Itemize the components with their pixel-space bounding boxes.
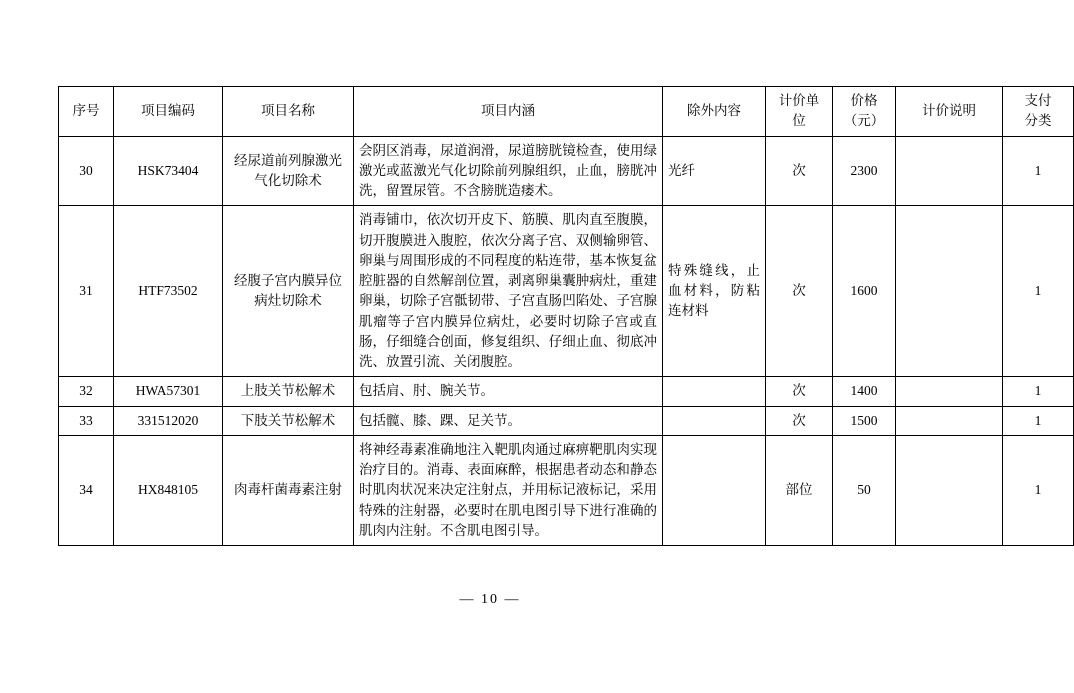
column-header-connotation: 项目内涵 bbox=[354, 87, 663, 137]
table-row bbox=[59, 377, 1074, 406]
cell-price: 50 bbox=[833, 435, 896, 545]
cell-payment-category: 1 bbox=[1003, 136, 1074, 206]
cell-note bbox=[896, 406, 1003, 435]
cell-note bbox=[896, 136, 1003, 206]
cell-note bbox=[896, 435, 1003, 545]
cell-sequence: 31 bbox=[59, 206, 114, 377]
column-header-exclusion: 除外内容 bbox=[663, 87, 766, 137]
cell-code: HSK73404 bbox=[114, 136, 223, 206]
cell-exclusion: 光纤 bbox=[663, 136, 766, 206]
cell-note bbox=[896, 206, 1003, 377]
cell-exclusion bbox=[663, 377, 766, 406]
column-header-code: 项目编码 bbox=[114, 87, 223, 137]
cell-price: 1400 bbox=[833, 377, 896, 406]
cell-exclusion bbox=[663, 406, 766, 435]
column-header-pay-line2: 分类 bbox=[1024, 113, 1052, 129]
column-header-sequence: 序号 bbox=[59, 87, 114, 137]
cell-code: 331512020 bbox=[114, 406, 223, 435]
table-body bbox=[59, 136, 1074, 546]
page-number: — 10 — bbox=[459, 592, 521, 607]
cell-name: 上肢关节松解术 bbox=[223, 377, 354, 406]
cell-connotation: 将神经毒素准确地注入靶肌肉通过麻痹靶肌肉实现治疗目的。消毒、表面麻醉，根据患者动态和静态时肌肉状况来决定注射点，并用标记液标记，采用特殊的注射器，必要时在肌电图引导下进行准确的肌肉内注射。不含肌电图引导。 bbox=[354, 435, 663, 545]
cell-price: 1600 bbox=[833, 206, 896, 377]
cell-exclusion: 特殊缝线，止血材料，防粘连材料 bbox=[663, 206, 766, 377]
cell-name: 经尿道前列腺激光气化切除术 bbox=[223, 136, 354, 206]
cell-name: 肉毒杆菌毒素注射 bbox=[223, 435, 354, 545]
table-row bbox=[59, 136, 1074, 206]
cell-connotation: 包括肩、肘、腕关节。 bbox=[354, 377, 663, 406]
cell-sequence: 30 bbox=[59, 136, 114, 206]
cell-name: 下肢关节松解术 bbox=[223, 406, 354, 435]
cell-name: 经腹子宫内膜异位病灶切除术 bbox=[223, 206, 354, 377]
price-table-container bbox=[58, 86, 1052, 546]
cell-price: 1500 bbox=[833, 406, 896, 435]
table-row bbox=[59, 206, 1074, 377]
cell-unit: 次 bbox=[766, 406, 833, 435]
cell-sequence: 34 bbox=[59, 435, 114, 545]
column-header-note: 计价说明 bbox=[896, 87, 1003, 137]
cell-code: HTF73502 bbox=[114, 206, 223, 377]
column-header-price-line2: （元） bbox=[843, 113, 885, 129]
column-header-price-line1: 价格 bbox=[850, 93, 878, 108]
cell-sequence: 32 bbox=[59, 377, 114, 406]
cell-connotation: 消毒铺巾，依次切开皮下、筋膜、肌肉直至腹膜，切开腹膜进入腹腔，依次分离子宫、双侧输卵管、卵巢与周围形成的不同程度的粘连带，基本恢复盆腔脏器的自然解剖位置，剥离卵巢囊肿病灶，重建卵巢，切除子宫骶韧带、子宫直肠凹陷处、子宫腺肌瘤等子宫内膜异位病灶，必要时切除子宫或直肠，仔细缝合创面，修复组织、仔细止血、彻底冲洗、放置引流、关闭腹腔。 bbox=[354, 206, 663, 377]
column-header-name: 项目名称 bbox=[223, 87, 354, 137]
cell-payment-category: 1 bbox=[1003, 435, 1074, 545]
column-header-pay-line1: 支付 bbox=[1024, 93, 1052, 108]
cell-connotation: 包括髋、膝、踝、足关节。 bbox=[354, 406, 663, 435]
cell-connotation: 会阴区消毒，尿道润滑，尿道膀胱镜检查，使用绿激光或蓝激光气化切除前列腺组织，止血，膀胱冲洗，留置尿管。不含膀胱造瘘术。 bbox=[354, 136, 663, 206]
cell-code: HWA57301 bbox=[114, 377, 223, 406]
cell-price: 2300 bbox=[833, 136, 896, 206]
cell-unit: 次 bbox=[766, 377, 833, 406]
column-header-payment-category bbox=[1003, 87, 1074, 137]
table-header-row bbox=[59, 87, 1074, 137]
table-row bbox=[59, 435, 1074, 545]
cell-code: HX848105 bbox=[114, 435, 223, 545]
cell-payment-category: 1 bbox=[1003, 406, 1074, 435]
medical-price-table bbox=[58, 86, 1074, 546]
cell-sequence: 33 bbox=[59, 406, 114, 435]
cell-unit: 次 bbox=[766, 136, 833, 206]
cell-exclusion bbox=[663, 435, 766, 545]
column-header-unit-line2: 位 bbox=[792, 113, 806, 129]
table-row bbox=[59, 406, 1074, 435]
column-header-unit bbox=[766, 87, 833, 137]
cell-payment-category: 1 bbox=[1003, 377, 1074, 406]
column-header-unit-line1: 计价单 bbox=[778, 93, 820, 108]
table-header bbox=[59, 87, 1074, 137]
cell-note bbox=[896, 377, 1003, 406]
cell-unit: 次 bbox=[766, 206, 833, 377]
cell-payment-category: 1 bbox=[1003, 206, 1074, 377]
cell-unit: 部位 bbox=[766, 435, 833, 545]
column-header-price bbox=[833, 87, 896, 137]
